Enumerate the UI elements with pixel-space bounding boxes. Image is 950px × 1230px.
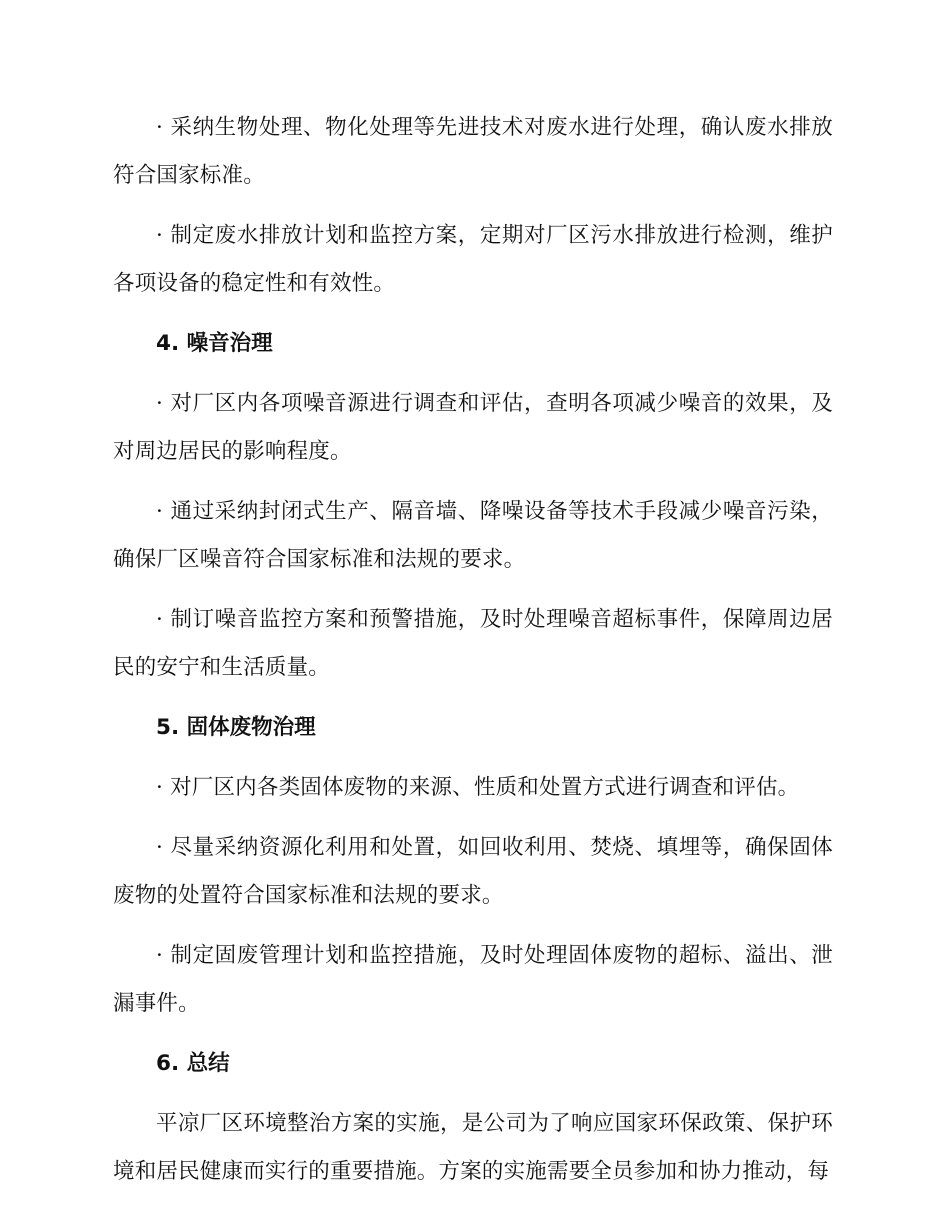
paragraph-wastewater-treatment: · 采纳生物处理、物化处理等先进技术对废水进行处理，确认废水排放符合国家标准。 xyxy=(113,115,833,188)
paragraph-noise-survey: · 对厂区内各项噪音源进行调查和评估，查明各项减少噪音的效果，及对周边居民的影响程度。 xyxy=(113,391,833,464)
spacer xyxy=(113,752,833,764)
spacer xyxy=(113,920,833,932)
document-body xyxy=(113,104,833,1196)
spacer xyxy=(113,584,833,596)
paragraph-noise-monitoring: · 制订噪音监控方案和预警措施，及时处理噪音超标事件，保障周边居民的安宁和生活质量。 xyxy=(113,607,833,680)
section-heading-noise: 4. 噪音治理 xyxy=(156,331,273,356)
spacer xyxy=(113,812,833,824)
paragraph-solid-waste-management: · 制定固废管理计划和监控措施，及时处理固体废物的超标、溢出、泄漏事件。 xyxy=(113,943,833,1016)
spacer xyxy=(113,1028,833,1040)
paragraph-solid-waste-survey: · 对厂区内各类固体废物的来源、性质和处置方式进行调查和评估。 xyxy=(156,775,800,800)
section-heading-solid-waste: 5. 固体废物治理 xyxy=(156,715,316,740)
paragraph-summary: 平凉厂区环境整治方案的实施，是公司为了响应国家环保政策、保护环境和居民健康而实行的重要措施。方案的实施需要全员参加和协力推动，每 xyxy=(113,1111,833,1184)
spacer xyxy=(113,692,833,704)
paragraph-noise-reduction: · 通过采纳封闭式生产、隔音墙、降噪设备等技术手段减少噪音污染，确保厂区噪音符合国家标准和法规的要求。 xyxy=(113,499,833,572)
section-heading-summary: 6. 总结 xyxy=(156,1051,230,1076)
paragraph-solid-waste-disposal: · 尽量采纳资源化利用和处置，如回收利用、焚烧、填埋等，确保固体废物的处置符合国家标准和法规的要求。 xyxy=(113,835,833,908)
spacer xyxy=(113,476,833,488)
spacer xyxy=(113,368,833,380)
spacer xyxy=(113,200,833,212)
paragraph-wastewater-monitoring: · 制定废水排放计划和监控方案，定期对厂区污水排放进行检测，维护各项设备的稳定性和有效性。 xyxy=(113,223,833,296)
spacer xyxy=(113,308,833,320)
spacer xyxy=(113,1088,833,1100)
